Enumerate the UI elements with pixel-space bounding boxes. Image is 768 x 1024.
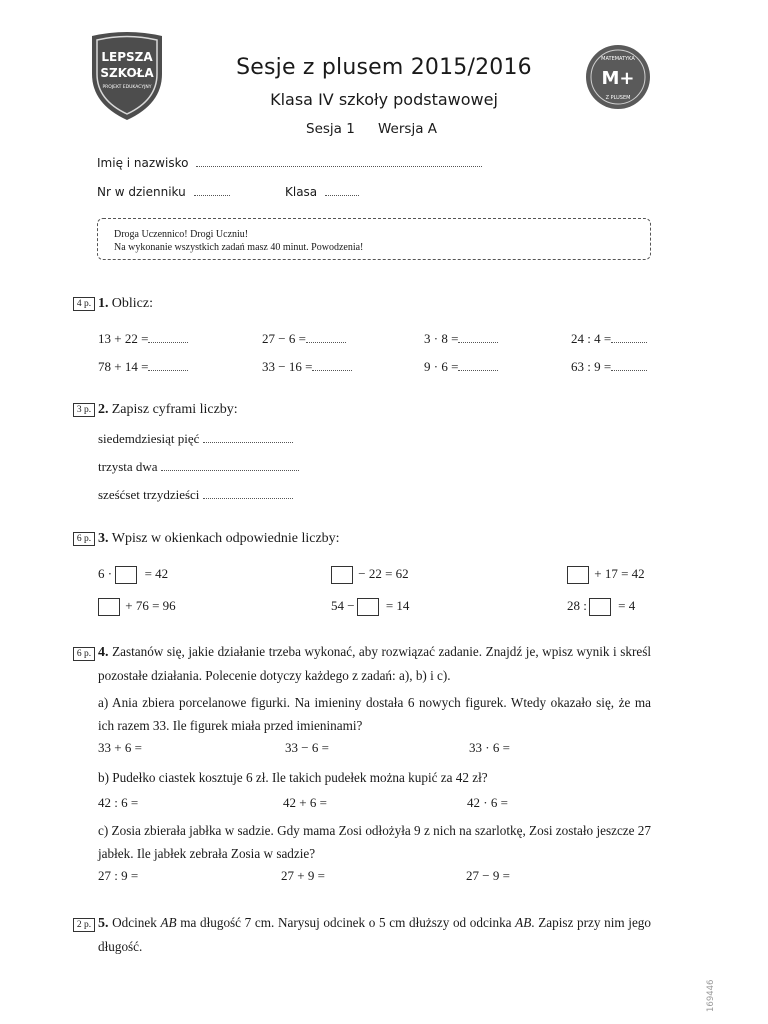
answer-box[interactable] xyxy=(567,566,589,584)
task3-equation: + 17 = 42 xyxy=(567,566,645,584)
answer-box[interactable] xyxy=(115,566,137,584)
name-field xyxy=(97,156,482,170)
task2-item: siedemdziesiąt pięć xyxy=(98,431,293,447)
class-field xyxy=(285,185,359,199)
task4-instruction xyxy=(98,641,651,687)
task1-points: 4 p. xyxy=(73,297,95,311)
task1-item: 78 + 14 = xyxy=(98,359,188,375)
task2-text: Zapisz cyframi liczby: xyxy=(111,402,238,417)
task1-item: 27 − 6 = xyxy=(262,331,346,347)
task5-number: 5. xyxy=(98,916,109,931)
document-code: 169446 xyxy=(706,979,716,1012)
task1-item: 33 − 16 = xyxy=(262,359,352,375)
answer-box[interactable] xyxy=(98,598,120,616)
answer-blank[interactable] xyxy=(611,332,647,343)
logo-right-main: M+ xyxy=(601,68,635,89)
task2-heading xyxy=(98,401,238,418)
task4-points: 6 p. xyxy=(73,647,95,661)
page-subtitle: Klasa IV szkoły podstawowej xyxy=(270,90,498,109)
task4a-op[interactable]: 33 + 6 = xyxy=(98,740,142,755)
task1-item: 63 : 9 = xyxy=(571,359,647,375)
task4c-text: c) Zosia zbierała jabłka w sadzie. Gdy mama Zosi odłożyła 9 z nich na szarlotkę, Zosi zostało jeszcze 27 jabłek. Ile jabłek zebrała Zosia w sadzie? xyxy=(98,823,651,861)
task1-item: 3 · 8 = xyxy=(424,331,498,347)
task3-equation: + 76 = 96 xyxy=(98,598,176,616)
task1-item: 13 + 22 = xyxy=(98,331,188,347)
answer-blank[interactable] xyxy=(458,360,498,371)
answer-blank[interactable] xyxy=(611,360,647,371)
task4-text: Zastanów się, jakie działanie trzeba wykonać, aby rozwiązać zadanie. Znajdź je, wpisz wynik i skreśl pozostałe działania. Polecenie dotyczy każdego z zadań: a), b) i c). xyxy=(98,644,652,683)
logo-left-line3: PROJEKT EDUKACYJNY xyxy=(102,85,152,90)
logo-left-line1: LEPSZA xyxy=(101,50,153,64)
task3-number: 3. xyxy=(98,531,109,546)
task2-item: trzysta dwa xyxy=(98,459,299,475)
task4c-op[interactable]: 27 + 9 = xyxy=(281,868,325,883)
task2-number: 2. xyxy=(98,402,109,417)
class-input-line[interactable] xyxy=(325,185,359,196)
answer-box[interactable] xyxy=(357,598,379,616)
logo-right-bottom: Z PLUSEM xyxy=(605,95,631,101)
answer-box[interactable] xyxy=(331,566,353,584)
answer-box[interactable] xyxy=(589,598,611,616)
task3-equation: 28 : = 4 xyxy=(567,598,635,616)
logo-left-line2: SZKOŁA xyxy=(100,66,154,80)
task5-points: 2 p. xyxy=(73,918,95,932)
task3-equation: 54 − = 14 xyxy=(331,598,409,616)
task4b-op[interactable]: 42 : 6 = xyxy=(98,795,139,810)
task1-text: Oblicz: xyxy=(111,296,153,311)
answer-blank[interactable] xyxy=(203,432,293,443)
task2-item: sześćset trzydzieści xyxy=(98,487,293,503)
task3-equation: 6 · = 42 xyxy=(98,566,168,584)
task1-item: 24 : 4 = xyxy=(571,331,647,347)
task3-text: Wpisz w okienkach odpowiednie liczby: xyxy=(111,531,340,546)
task4b-text: b) Pudełko ciastek kosztuje 6 zł. Ile takich pudełek można kupić za 42 zł? xyxy=(98,770,488,785)
task3-equation: − 22 = 62 xyxy=(331,566,409,584)
task5-instruction: 5. Odcinek AB ma długość 7 cm. Narysuj odcinek o 5 cm dłuższy od odcinka AB. Zapisz przy nim jego długość. xyxy=(98,915,651,954)
task4c-op[interactable]: 27 − 9 = xyxy=(466,868,510,883)
task3-heading xyxy=(98,530,340,547)
answer-blank[interactable] xyxy=(458,332,498,343)
instructions-line-2: Na wykonanie wszystkich zadań masz 40 minut. Powodzenia! xyxy=(114,242,364,253)
answer-blank[interactable] xyxy=(148,332,188,343)
segment-ab: AB xyxy=(515,915,532,930)
class-label: Klasa xyxy=(285,185,318,199)
task1-item: 9 · 6 = xyxy=(424,359,498,375)
task4-number: 4. xyxy=(98,645,109,660)
task1-heading xyxy=(98,295,153,312)
task4a-op[interactable]: 33 − 6 = xyxy=(285,740,329,755)
task4c-op[interactable]: 27 : 9 = xyxy=(98,868,139,883)
instructions-line-1: Droga Uczennico! Drogi Uczniu! xyxy=(114,229,249,240)
answer-blank[interactable] xyxy=(161,460,299,471)
task1-number: 1. xyxy=(98,296,109,311)
answer-blank[interactable] xyxy=(306,332,346,343)
task2-points: 3 p. xyxy=(73,403,95,417)
task4b-op[interactable]: 42 + 6 = xyxy=(283,795,327,810)
answer-blank[interactable] xyxy=(312,360,352,371)
name-label: Imię i nazwisko xyxy=(97,156,189,170)
logo-right-top: MATEMATYKA xyxy=(601,56,635,62)
page-title: Sesje z plusem 2015/2016 xyxy=(236,55,532,80)
journal-field xyxy=(97,185,230,199)
version-label: Wersja A xyxy=(378,121,437,137)
instructions-box xyxy=(97,218,651,260)
task4a-text: a) Ania zbiera porcelanowe figurki. Na imieniny dostała 6 nowych figurek. Wtedy okazało się, że ma ich razem 33. Ile figurek miała przed imieninami? xyxy=(98,695,651,733)
task4b-op[interactable]: 42 · 6 = xyxy=(467,795,508,810)
journal-label: Nr w dzienniku xyxy=(97,185,186,199)
name-input-line[interactable] xyxy=(196,156,482,167)
session-label: Sesja 1 xyxy=(306,121,355,137)
task4a-op[interactable]: 33 · 6 = xyxy=(469,740,510,755)
journal-input-line[interactable] xyxy=(194,185,230,196)
answer-blank[interactable] xyxy=(203,488,293,499)
task3-points: 6 p. xyxy=(73,532,95,546)
answer-blank[interactable] xyxy=(148,360,188,371)
segment-ab: AB xyxy=(160,915,177,930)
